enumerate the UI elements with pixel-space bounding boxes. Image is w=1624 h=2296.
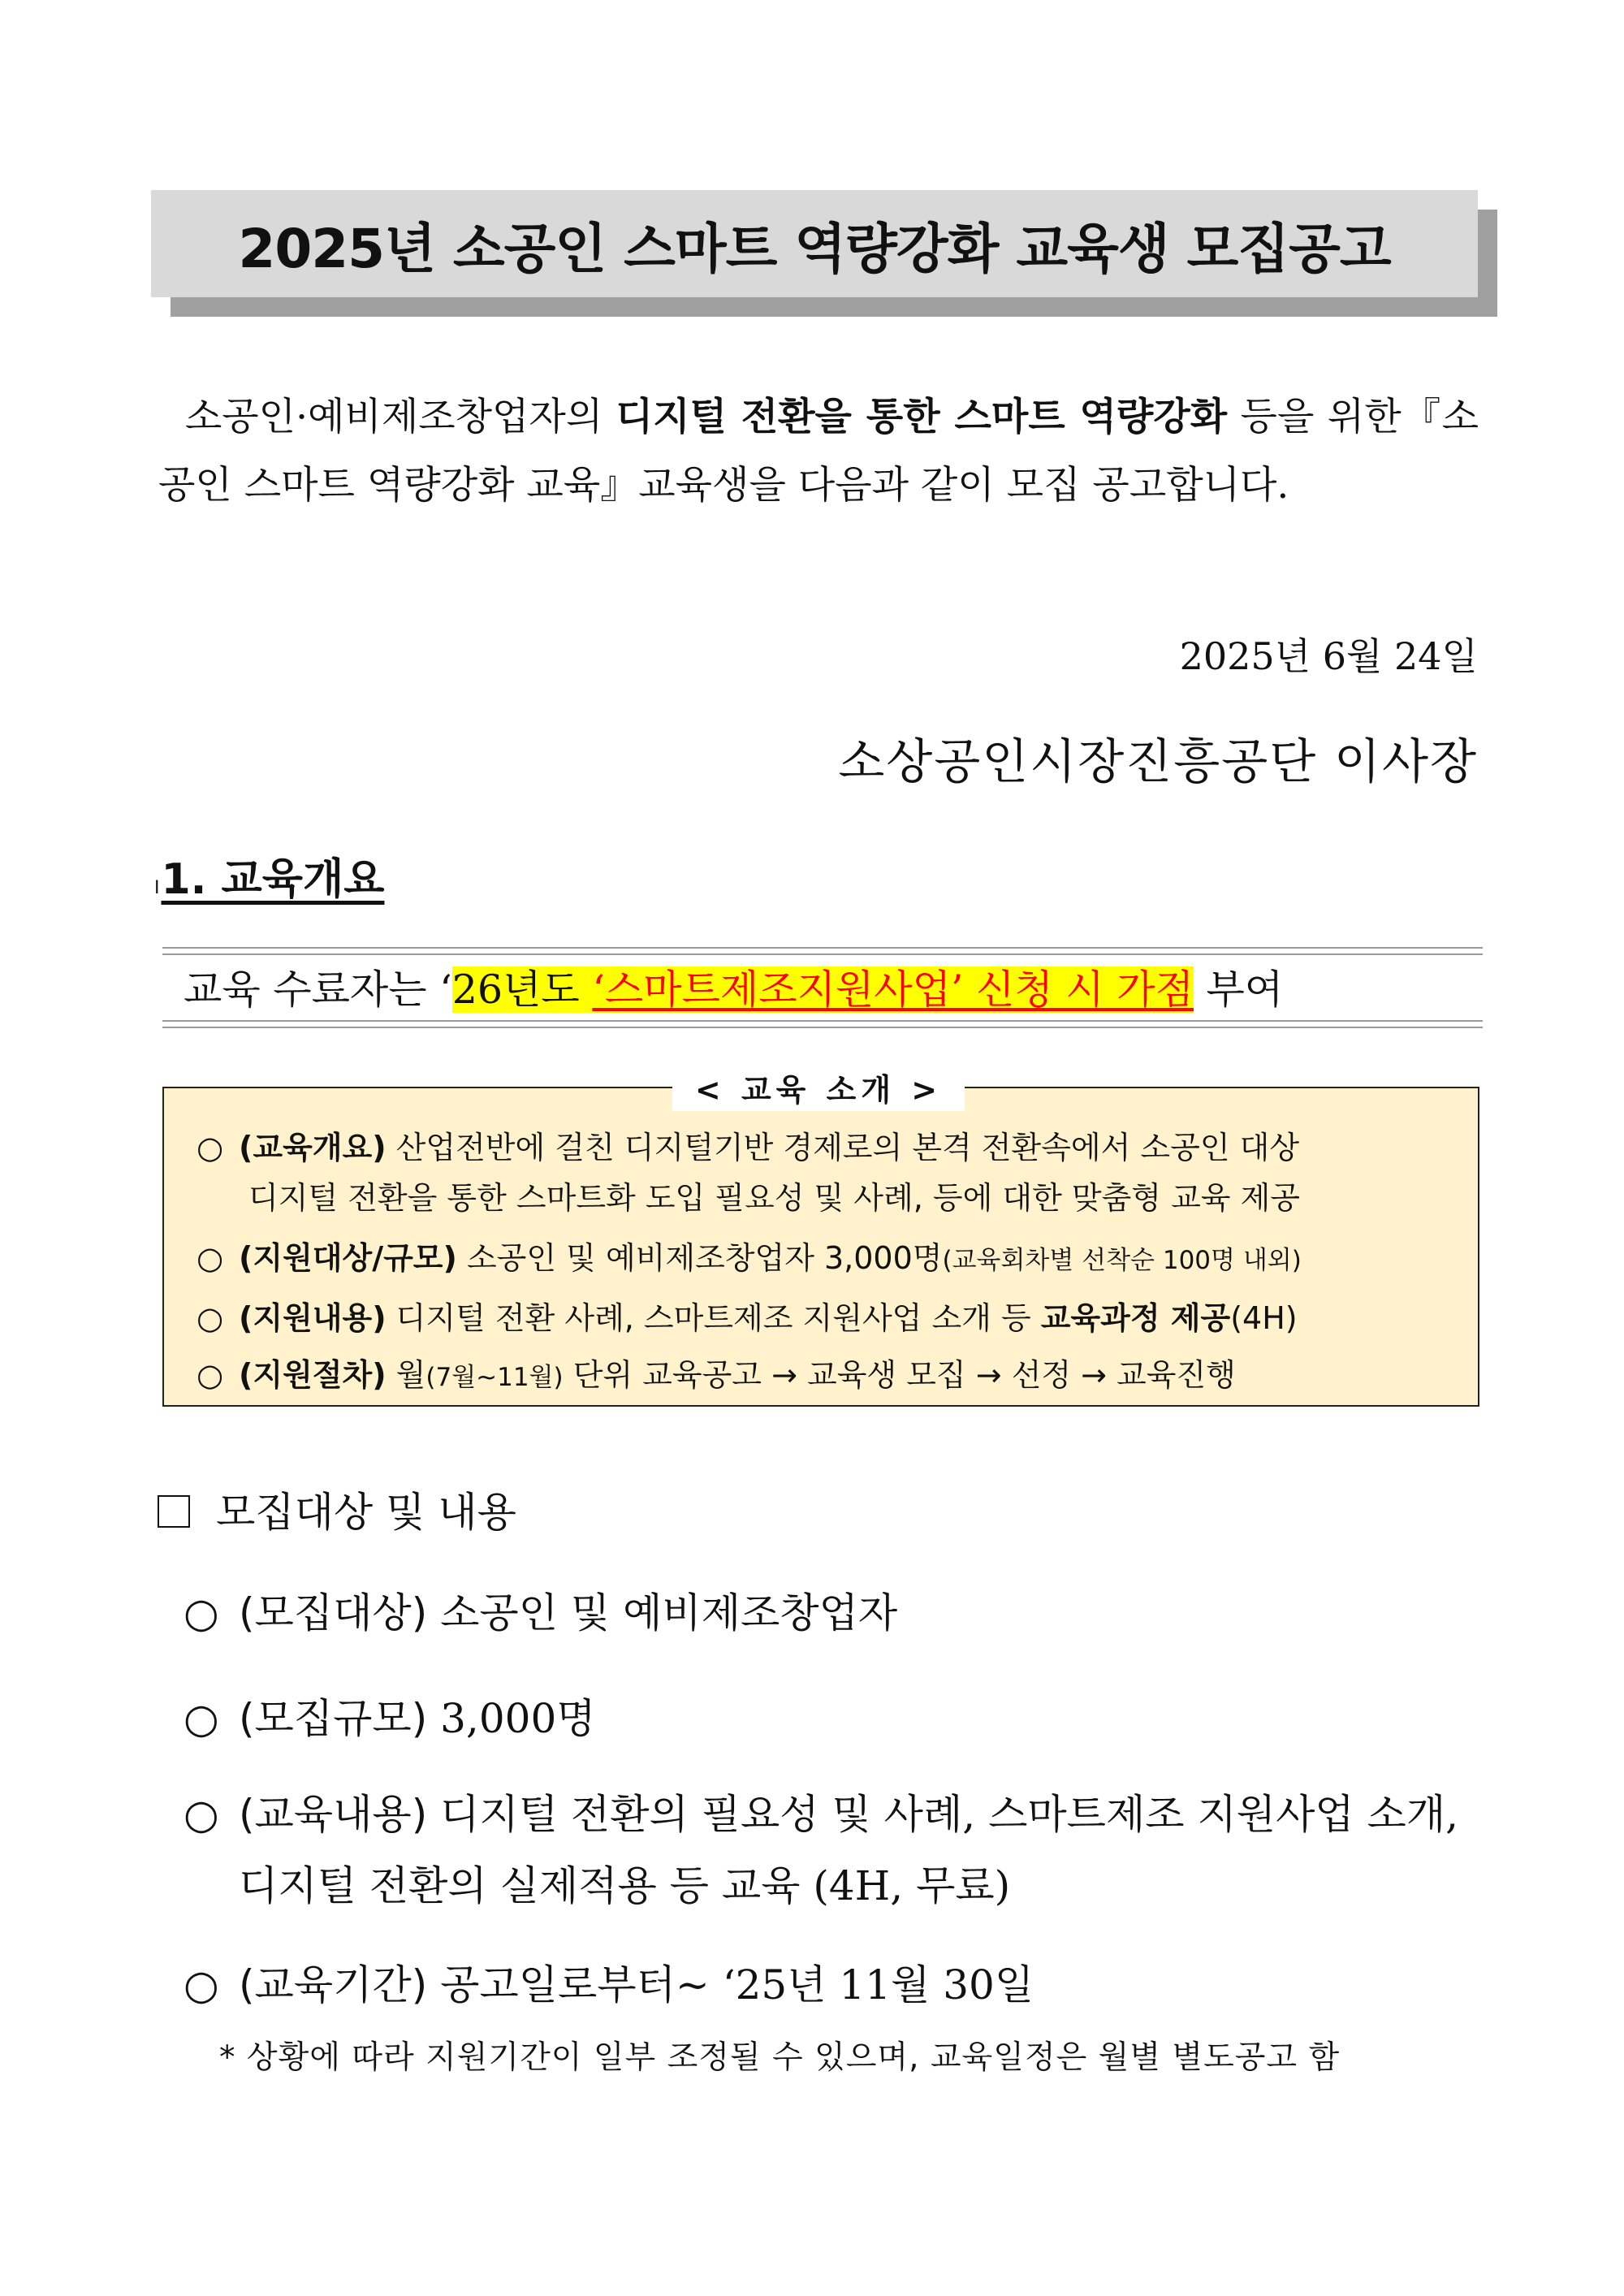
- bullet-icon: ○: [184, 1589, 219, 1637]
- bullet-icon: ○: [197, 1300, 224, 1336]
- checkbox-icon: [158, 1495, 190, 1528]
- box-item-key: (지원대상/규모): [239, 1240, 457, 1276]
- box-item-key: (지원절차): [239, 1357, 387, 1393]
- intro-text-1: 소공인·예비제조창업자의: [184, 395, 616, 439]
- box-label: < 교육 소개 >: [672, 1062, 965, 1111]
- box-item-tail: 단위 교육공고 → 교육생 모집 → 선정 → 교육진행: [563, 1357, 1236, 1393]
- recruit-item-content-cont: 디지털 전환의 실제적용 등 교육 (4H, 무료): [239, 1862, 1011, 1909]
- box-item-overview-cont: 디지털 전환을 통한 스마트화 도입 필요성 및 사례, 등에 대한 맞춤형 교육 제공: [248, 1180, 1300, 1216]
- announcement-date: 2025년 6월 24일: [1179, 634, 1478, 678]
- intro-text-2: 등을 위한『소공인 스마트 역량강화 교육』교육생을 다음과 같이 모집 공고합니다.: [158, 395, 1479, 508]
- recruit-item-text: 공고일로부터~ ‘25년 11월 30일: [427, 1961, 1034, 2008]
- issuer: 소상공인시장진흥공단 이사장: [838, 733, 1478, 789]
- recruit-item-text: 소공인 및 예비제조창업자: [427, 1589, 898, 1637]
- bullet-icon: ○: [184, 1791, 219, 1838]
- box-item-small: (교육회차별 선착순 100명 내외): [942, 1246, 1302, 1275]
- box-item-bold-tail: 교육과정 제공: [1040, 1300, 1231, 1336]
- benefit-year: 26년도: [451, 966, 593, 1013]
- recruit-note: * 상황에 따라 지원기간이 일부 조정될 수 있으며, 교육일정은 월별 별도공고 함: [219, 2039, 1341, 2076]
- box-item-small: (7월~11월): [425, 1363, 564, 1392]
- recruit-item-period: [184, 1952, 1034, 2011]
- intro-paragraph: [158, 383, 1479, 520]
- box-item-key: (지원내용): [239, 1300, 387, 1336]
- section-marker: I: [154, 878, 160, 898]
- education-intro-box: [162, 1087, 1479, 1407]
- recruit-item-key: (모집규모): [239, 1695, 428, 1742]
- recruit-item-size: [184, 1686, 596, 1745]
- benefit-prefix: 교육 수료자는 ‘: [184, 966, 452, 1013]
- recruit-item-key: (교육기간): [239, 1961, 428, 2008]
- divider-bottom: [162, 1020, 1483, 1028]
- bullet-icon: ○: [197, 1240, 224, 1276]
- section-heading: [154, 845, 384, 906]
- bullet-icon: ○: [184, 1961, 219, 2008]
- page-title: 2025년 소공인 스마트 역량강화 교육생 모집공고: [151, 190, 1478, 297]
- box-item-text: 디지털 전환 사례, 스마트제조 지원사업 소개 등: [386, 1300, 1041, 1336]
- bullet-icon: ○: [197, 1130, 224, 1165]
- intro-bold: 디지털 전환을 통한 스마트 역량강화: [615, 395, 1228, 439]
- section-title: 1. 교육개요: [161, 855, 385, 904]
- benefit-highlight: [452, 966, 1194, 1013]
- benefit-suffix: 부여: [1193, 966, 1284, 1013]
- recruit-item-content: [184, 1782, 1458, 1840]
- recruit-item-key: (교육내용): [239, 1791, 428, 1838]
- recruit-heading: [158, 1480, 516, 1538]
- benefit-banner: [184, 958, 1283, 1015]
- box-item-tail: (4H): [1230, 1300, 1298, 1336]
- recruit-heading-text: 모집대상 및 내용: [216, 1489, 516, 1536]
- box-item-procedure: [197, 1350, 1236, 1394]
- recruit-item-key: (모집대상): [239, 1589, 428, 1637]
- box-item-text: 산업전반에 걸친 디지털기반 경제로의 본격 전환속에서 소공인 대상: [386, 1130, 1300, 1165]
- box-item-text: 월: [386, 1357, 426, 1393]
- bullet-icon: ○: [184, 1695, 219, 1742]
- box-item-content: [197, 1293, 1298, 1338]
- box-item-key: (교육개요): [239, 1130, 387, 1165]
- recruit-item-target: [184, 1580, 897, 1639]
- box-item-overview: [197, 1122, 1299, 1167]
- benefit-program: ‘스마트제조지원사업’ 신청 시 가점: [592, 966, 1194, 1013]
- recruit-item-text: 디지털 전환의 필요성 및 사례, 스마트제조 지원사업 소개,: [427, 1791, 1459, 1838]
- box-item-text: 소공인 및 예비제조창업자 3,000명: [456, 1240, 943, 1276]
- recruit-item-text: 3,000명: [427, 1695, 596, 1742]
- bullet-icon: ○: [197, 1357, 224, 1393]
- divider-top: [162, 947, 1483, 955]
- box-item-target: [197, 1233, 1302, 1278]
